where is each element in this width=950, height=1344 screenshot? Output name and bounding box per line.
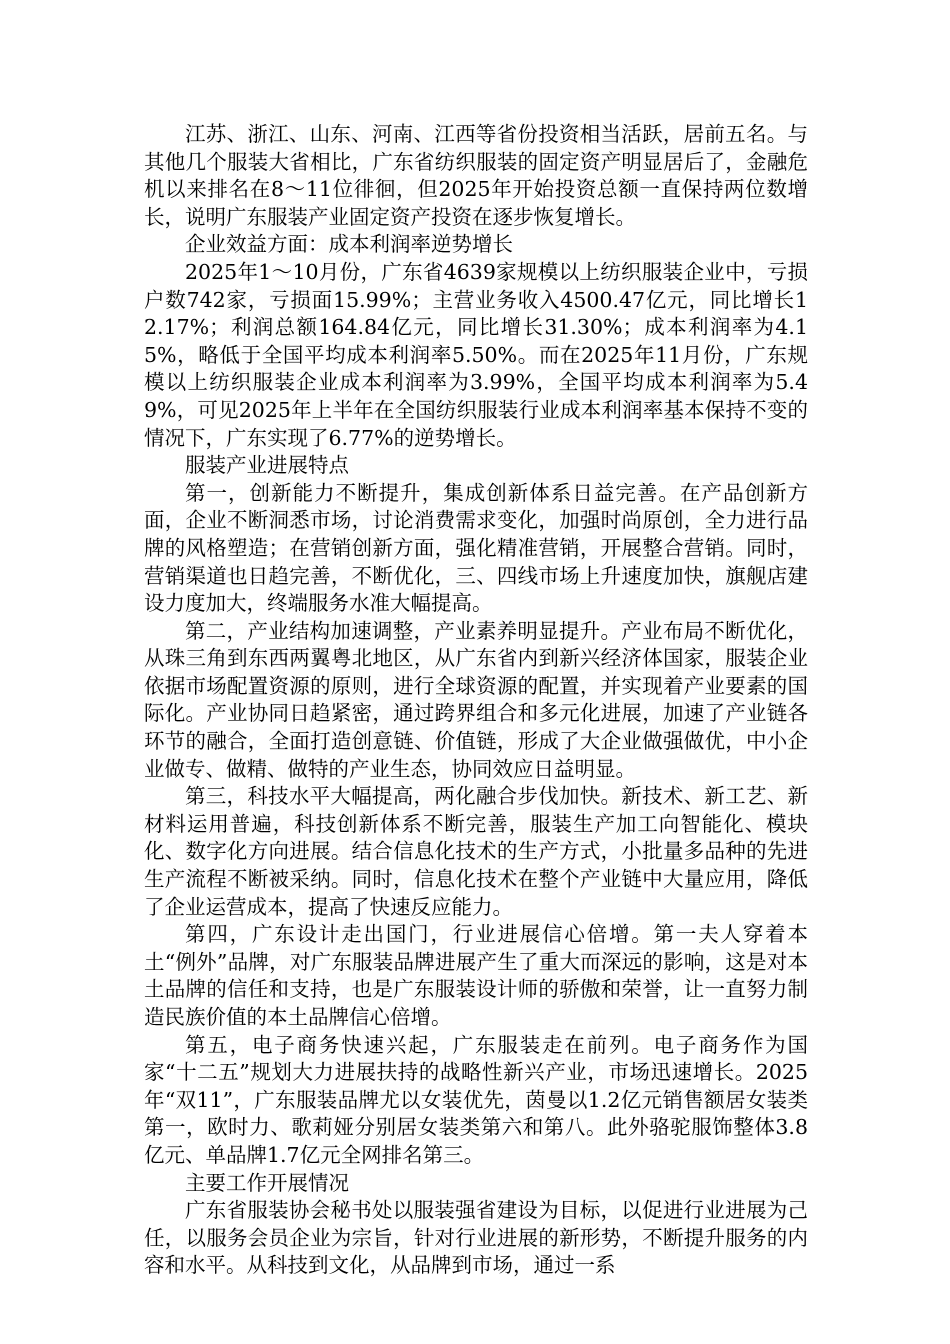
paragraph-profit-data: 2025年1～10月份，广东省4639家规模以上纺织服装企业中，亏损户数742家，亏损面15.99%；主营业务收入4500.47亿元，同比增长12.17%；利润总额164.84亿元，同比增长31.30%；成本利润率为4.15%，略低于全国平均成本利润率5.50%。而在2025年11月份，广东规模以上纺织服装企业成本利润率为3.99%，全国平均成本利润率为5.49%，可见2025年上半年在全国纺织服装行业成本利润率基本保持不变的情况下，广东实现了6.77%的逆势增长。 — [144, 259, 808, 450]
paragraph-feature-technology: 第三，科技水平大幅提高，两化融合步伐加快。新技术、新工艺、新材料运用普遍，科技创新体系不断完善，服装生产加工向智能化、模块化、数字化方向进展。结合信息化技术的生产方式，小批量多品种的先进生产流程不断被采纳。同时，信息化技术在整个产业链中大量应用，降低了企业运营成本，提高了快速反应能力。 — [144, 784, 808, 919]
heading-main-work: 主要工作开展情况 — [185, 1170, 349, 1195]
paragraph-association-work: 广东省服装协会秘书处以服装强省建设为目标，以促进行业进展为己任，以服务会员企业为宗旨，针对行业进展的新形势，不断提升服务的内容和水平。从科技到文化，从品牌到市场，通过一系 — [144, 1198, 808, 1278]
heading-industry-features: 服装产业进展特点 — [185, 453, 349, 478]
paragraph-investment: 江苏、浙江、山东、河南、江西等省份投资相当活跃，居前五名。与其他几个服装大省相比，广东省纺织服装的固定资产明显居后了，金融危机以来排名在8～11位徘徊，但2025年开始投资总额一直保持两位数增长，说明广东服装产业固定资产投资在逐步恢复增长。 — [144, 122, 808, 229]
paragraph-feature-design: 第四，广东设计走出国门，行业进展信心倍增。第一夫人穿着本土“例外”品牌，对广东服装品牌进展产生了重大而深远的影响，这是对本土品牌的信任和支持，也是广东服装设计师的骄傲和荣誉，让一直努力制造民族价值的本土品牌信心倍增。 — [144, 922, 808, 1029]
paragraph-feature-structure: 第二，产业结构加速调整，产业素养明显提升。产业布局不断优化，从珠三角到东西两翼粤北地区，从广东省内到新兴经济体国家，服装企业依据市场配置资源的原则，进行全球资源的配置，并实现着产业要素的国际化。产业协同日趋紧密，通过跨界组合和多元化进展，加速了产业链各环节的融合，全面打造创意链、价值链，形成了大企业做强做优，中小企业做专、做精、做特的产业生态，协同效应日益明显。 — [144, 618, 808, 781]
paragraph-feature-innovation: 第一，创新能力不断提升，集成创新体系日益完善。在产品创新方面，企业不断洞悉市场，讨论消费需求变化，加强时尚原创，全力进行品牌的风格塑造；在营销创新方面，强化精准营销，开展整合营销。同时，营销渠道也日趋完善，不断优化，三、四线市场上升速度加快，旗舰店建设力度加大，终端服务水准大幅提高。 — [144, 480, 808, 616]
document-page — [144, 121, 808, 1280]
paragraph-feature-ecommerce: 第五，电子商务快速兴起，广东服装走在前列。电子商务作为国家“十二五”规划大力进展扶持的战略性新兴产业，市场迅速增长。2025年“双11”，广东服装品牌尤以女装优先，茵曼以1.2亿元销售额居女装类第一，欧时力、歌莉娅分别居女装类第六和第八。此外骆驼服饰整体3.8亿元、单品牌1.7亿元全网排名第三。 — [144, 1032, 808, 1167]
heading-enterprise-benefit: 企业效益方面：成本利润率逆势增长 — [185, 232, 513, 257]
